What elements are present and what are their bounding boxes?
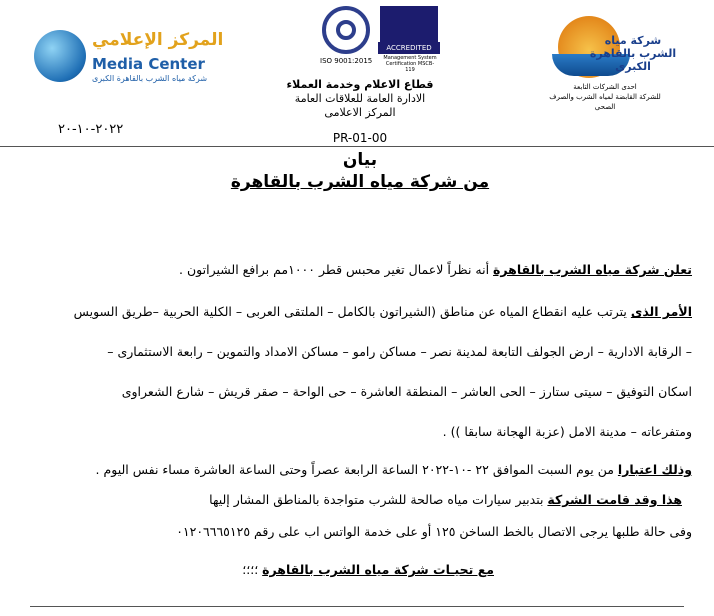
paragraph-tankers xyxy=(18,490,682,510)
media-center-arabic: المركز الإعلامي xyxy=(92,30,224,50)
certification-logos xyxy=(320,6,440,73)
media-center-logo xyxy=(30,24,224,94)
dept-line-1: قطاع الاعلام وخدمة العملاء xyxy=(286,78,434,91)
paragraph-affected-1 xyxy=(18,302,692,322)
tankers-lead: هذا وقد قامت الشركة xyxy=(547,492,682,507)
affiliation-line-2: للشركة القابضة لمياه الشرب والصرف الصحى xyxy=(549,93,661,111)
title-company: من شركة مياه الشرب بالقاهرة xyxy=(230,172,490,192)
paragraph-contact: وفى حالة طلبها يرجى الاتصال بالخط الساخن ١٢٥ أو على خدمة الواتس اب على رقم ٠١٢٠٦٦٦٥١٢٥ xyxy=(176,524,692,539)
dept-line-3: المركز الاعلامى xyxy=(324,106,396,119)
timing-lead: وذلك اعتبارا xyxy=(617,462,692,477)
closing-line xyxy=(18,560,494,580)
document-date: ٢٠٢٢-١٠-٢٠ xyxy=(58,122,124,137)
company-logo-name: شركة مياه الشرب بالقاهرة الكبرى xyxy=(589,34,677,73)
paragraph-affected-3: اسكان التوفيق – سيتى ستارز – الحى العاشر – المنطقة العاشرة – حى الواحة – صقر قريش – شارع الشعراوى xyxy=(121,384,692,399)
company-logo xyxy=(540,12,677,111)
globe-icon xyxy=(34,30,86,82)
title-statement: بيان xyxy=(342,150,378,170)
dept-line-2: الادارة العامة للعلاقات العامة xyxy=(294,92,426,105)
doc-code: PR-01-00 xyxy=(332,131,388,145)
paragraph-affected-2: – الرقابة الادارية – ارض الجولف التابعة لمدينة نصر – مساكن رامو – مساكن الامداد والتموين – رابعة الاستثمارى – xyxy=(107,344,692,359)
affiliation-line-1: احدى الشركات التابعة xyxy=(573,83,637,91)
timing-text: من يوم السبت الموافق ٢٢ -١٠-٢٠٢٢ الساعة الرابعة عصراً وحتى الساعة العاشرة مساء نفس اليوم . xyxy=(95,462,618,477)
company-affiliation xyxy=(540,82,670,112)
department-block xyxy=(260,78,460,120)
accreditation-icon xyxy=(380,6,438,42)
tankers-text: بتدبير سيارات مياه صالحة للشرب متواجدة بالمناطق المشار إليها xyxy=(209,492,548,507)
accredited-label: ACCREDITED xyxy=(378,42,440,54)
paragraph-timing xyxy=(18,460,692,480)
header-divider xyxy=(0,146,714,147)
media-center-english: Media Center xyxy=(92,55,205,73)
announcement-lead: تعلن شركة مياه الشرب بالقاهرة xyxy=(493,262,692,277)
closing-tail: ؛؛؛؛ xyxy=(242,562,263,577)
affected-text-1: يترتب عليه انقطاع المياه عن مناطق (الشيراتون بالكامل – الملتقى العربى – الكلية الحربية –طريق السويس xyxy=(73,304,631,319)
footer-divider xyxy=(30,606,684,607)
announcement-text: أنه نظراً لاعمال تغير محبس قطر ١٠٠٠مم برافع الشيراتون . xyxy=(179,262,494,277)
iso-label: ISO 9001:2015 xyxy=(320,57,373,65)
media-center-sub: شركة مياه الشرب بالقاهرة الكبرى xyxy=(92,74,208,83)
affected-lead: الأمر الذى xyxy=(630,304,692,319)
accredited-sub: Management System Certification MSCB-119 xyxy=(383,55,437,73)
closing-bold: مع تحيـات شركة مياه الشرب بالقاهرة xyxy=(262,562,494,577)
paragraph-announcement xyxy=(18,260,692,280)
iso-seal-icon xyxy=(322,6,370,54)
paragraph-affected-4: ومتفرعاته – مدينة الامل (عزبة الهجانة سابقا )) . xyxy=(442,424,692,439)
